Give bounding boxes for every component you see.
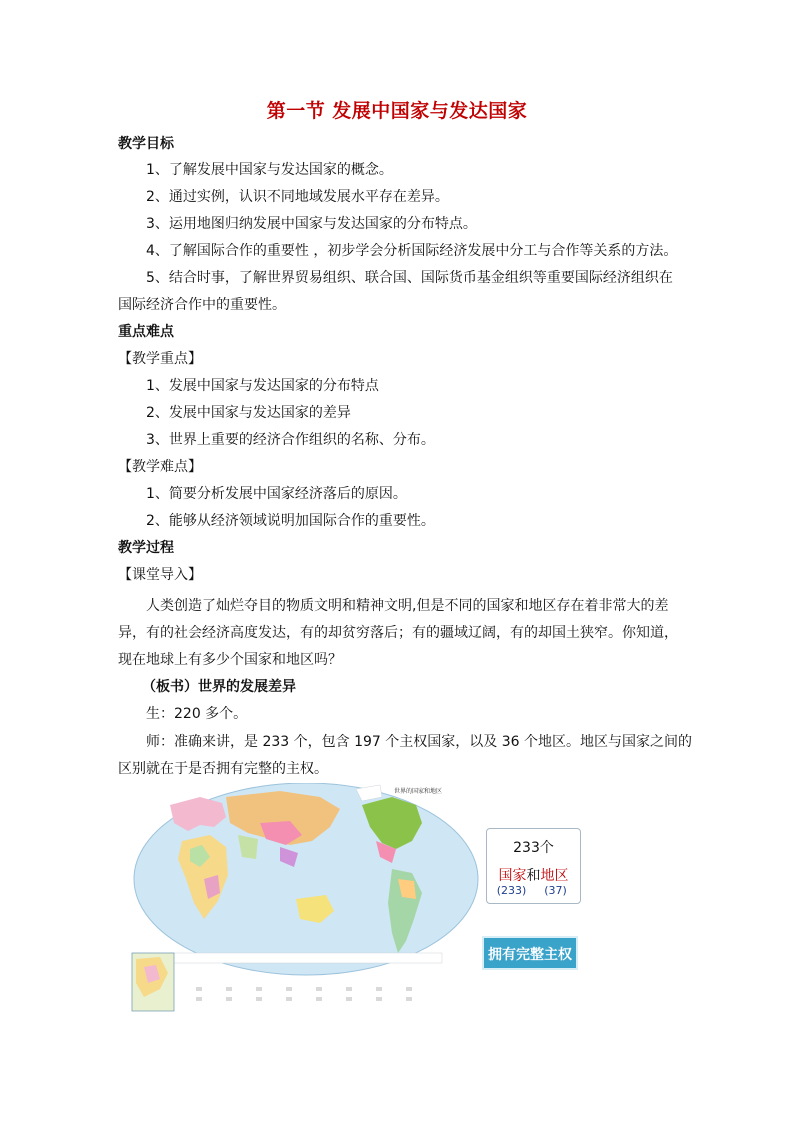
key-point-item: 1、发展中国家与发达国家的分布特点	[146, 378, 379, 394]
key-points-heading: 【教学重点】	[118, 351, 202, 367]
key-point-item: 2、发展中国家与发达国家的差异	[146, 405, 351, 421]
and-label: 和	[526, 868, 541, 884]
process-heading: 教学过程	[118, 540, 174, 556]
difficult-item: 1、简要分析发展中国家经济落后的原因。	[146, 486, 407, 502]
objective-item: 4、了解国际合作的重要性 ，初步学会分析国际经济发展中分工与合作等关系的方法。	[146, 243, 678, 259]
teacher-line: 区别就在于是否拥有完整的主权。	[118, 761, 328, 777]
key-point-item: 3、世界上重要的经济合作组织的名称、分布。	[146, 432, 435, 448]
countries-count: (233)	[496, 884, 527, 897]
objective-item: 2、通过实例，认识不同地域发展水平存在差异。	[146, 189, 449, 205]
countries-and-regions-label	[487, 865, 580, 885]
regions-label: 地区	[540, 868, 569, 884]
board-note: （板书）世界的发展差异	[142, 679, 296, 695]
objective-item: 5、结合时事，了解世界贸易组织、联合国、国际货币基金组织等重要国际经济组织在	[146, 270, 673, 286]
total-count: 233个	[513, 840, 554, 856]
student-answer: 生：220 多个。	[146, 706, 248, 722]
teacher-line: 师：准确来讲，是 233 个，包含 197 个主权国家，以及 36 个地区。地区与国家之间的	[146, 734, 692, 750]
objectives-heading: 教学目标	[118, 136, 174, 152]
regions-count: (37)	[544, 884, 567, 897]
count-breakdown	[487, 884, 580, 897]
intro-paragraph-line: 异，有的社会经济高度发达，有的却贫穷落后；有的疆域辽阔，有的却国土狭窄。你知道，	[118, 625, 678, 641]
objective-item-continued: 国际经济合作中的重要性。	[118, 297, 286, 313]
key-heading: 重点难点	[118, 324, 174, 340]
objective-item: 3、运用地图归纳发展中国家与发达国家的分布特点。	[146, 216, 477, 232]
difficult-item: 2、能够从经济领域说明加国际合作的重要性。	[146, 513, 435, 529]
objective-item: 1、了解发展中国家与发达国家的概念。	[146, 162, 393, 178]
page-title: 第一节 发展中国家与发达国家	[266, 100, 528, 122]
countries-label: 国家	[498, 868, 527, 884]
map-title: 世界的国家和地区	[394, 788, 443, 795]
count-callout-box	[486, 828, 581, 904]
intro-paragraph-line: 人类创造了灿烂夺目的物质文明和精神文明,但是不同的国家和地区存在着非常大的差	[146, 598, 669, 614]
sovereignty-badge: 拥有完整主权	[482, 936, 578, 970]
world-map-image	[130, 783, 482, 1015]
intro-paragraph-line: 现在地球上有多少个国家和地区吗？	[118, 652, 342, 668]
world-map-figure	[130, 783, 482, 1015]
difficult-heading: 【教学难点】	[118, 459, 202, 475]
intro-heading: 【课堂导入】	[118, 567, 202, 583]
